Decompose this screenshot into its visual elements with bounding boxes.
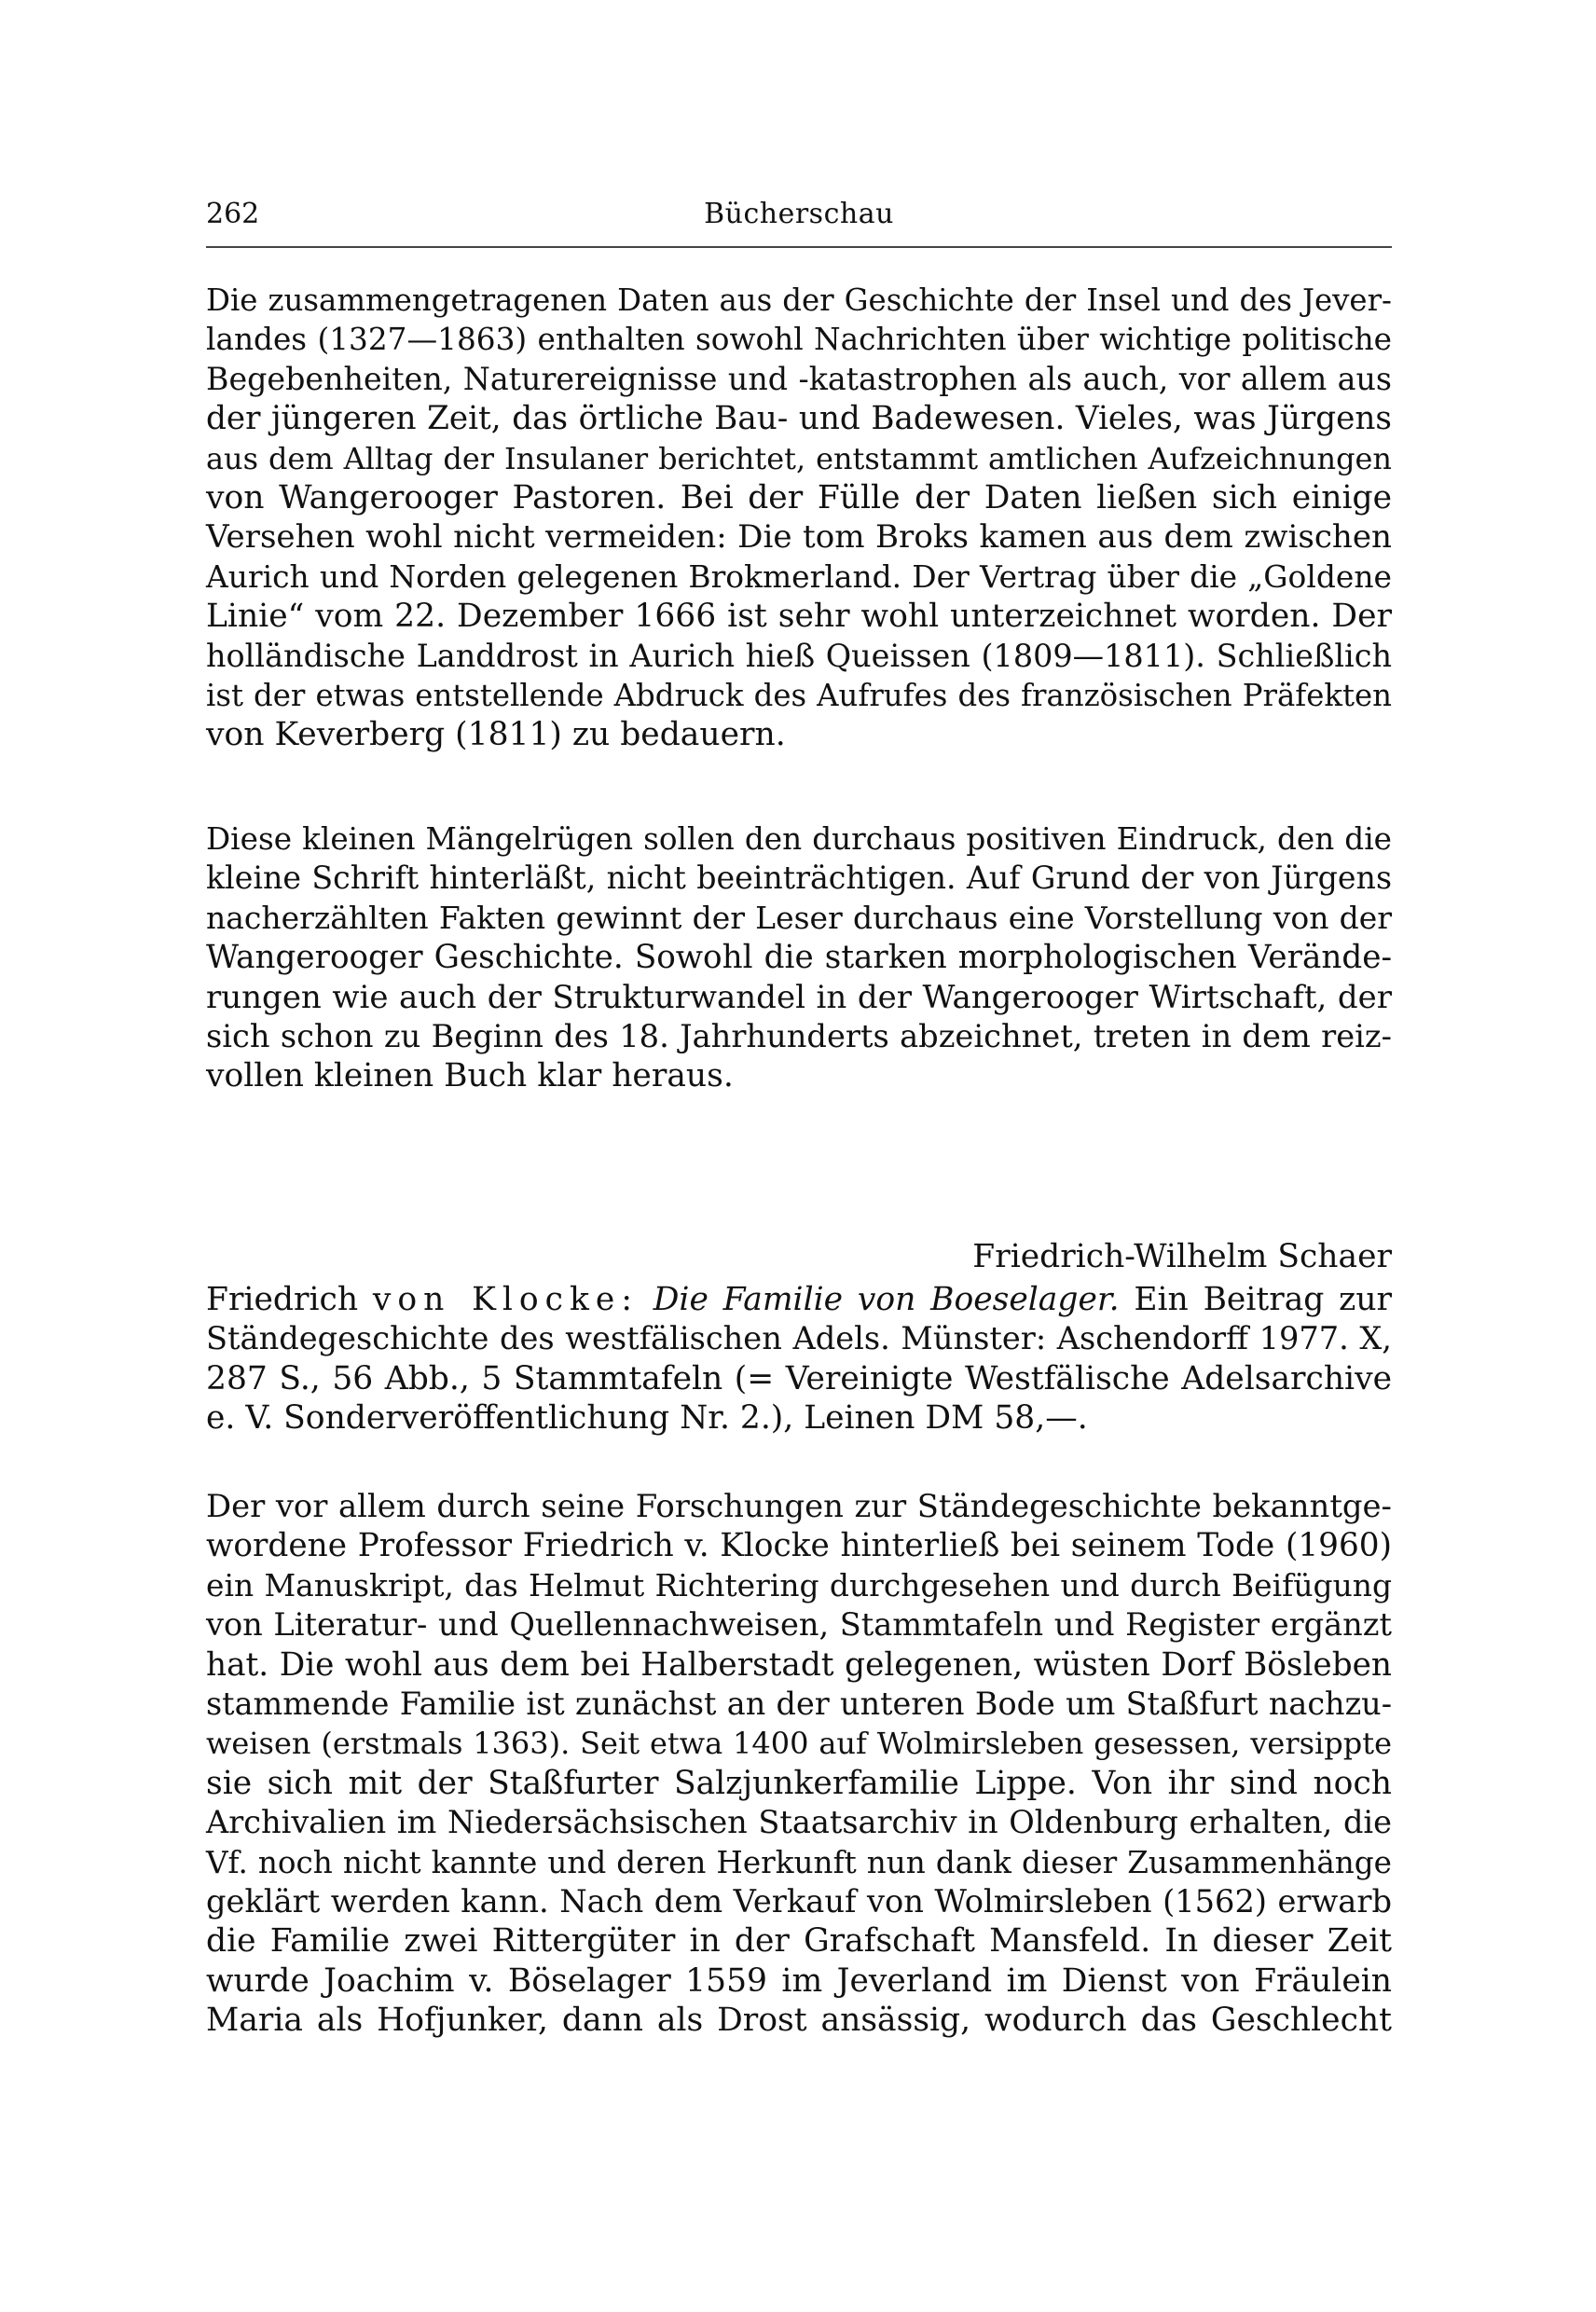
text-line: stammende Familie ist zunächst an der unteren Bode um Staßfurt nachzu- bbox=[206, 1685, 1392, 1722]
text-line: 287 S., 56 Abb., 5 Stammtafeln (= Vereinigte Westfälische Adelsarchive bbox=[206, 1359, 1392, 1397]
text-line: der jüngeren Zeit, das örtliche Bau- und Badewesen. Vieles, was Jürgens bbox=[206, 400, 1392, 438]
text-line: Diese kleinen Mängelrügen sollen den durchaus positiven Eindruck, den die bbox=[206, 821, 1392, 857]
reviewer-signature: Friedrich-Wilhelm Schaer bbox=[972, 1238, 1392, 1275]
text-line: die Familie zwei Rittergüter in der Grafschaft Mansfeld. In dieser Zeit bbox=[206, 1922, 1392, 1961]
text-line: sich schon zu Beginn des 18. Jahrhunderts abzeichnet, treten in dem reiz- bbox=[206, 1017, 1392, 1054]
text-line: Wangerooger Geschichte. Sowohl die starken morphologischen Verände- bbox=[206, 939, 1392, 977]
text-line: Maria als Hofjunker, dann als Drost ansässig, wodurch das Geschlecht bbox=[206, 2002, 1392, 2040]
text-line: vollen kleinen Buch klar heraus. bbox=[206, 1057, 734, 1095]
text-line: weisen (erstmals 1363). Seit etwa 1400 auf Wolmirsleben gesessen, versippte bbox=[206, 1726, 1392, 1762]
text-line: aus dem Alltag der Insulaner berichtet, entstammt amtlichen Aufzeichnungen bbox=[206, 440, 1392, 476]
text-line: geklärt werden kann. Nach dem Verkauf von Wolmirsleben (1562) erwarb bbox=[206, 1882, 1392, 1920]
citation-author-first: Friedrich bbox=[206, 1281, 359, 1318]
citation-author-last: von Klocke: bbox=[372, 1281, 639, 1318]
text-line: kleine Schrift hinterläßt, nicht beeinträchtigen. Auf Grund der von Jürgens bbox=[206, 860, 1392, 897]
text-line: sie sich mit der Staßfurter Salzjunkerfamilie Lippe. Von ihr sind noch bbox=[206, 1764, 1392, 1802]
text-line: Ständegeschichte des westfälischen Adels. Münster: Aschendorff 1977. X, bbox=[206, 1320, 1392, 1357]
review-paragraph-3 bbox=[206, 1487, 1392, 2040]
text-line: ist der etwas entstellende Abdruck des Aufrufes des französischen Präfekten bbox=[206, 677, 1392, 713]
review-paragraph-1 bbox=[206, 281, 1392, 755]
page-header bbox=[206, 196, 1392, 233]
text-line: Die zusammengetragenen Daten aus der Geschichte der Insel und des Jever- bbox=[206, 282, 1392, 318]
text-line: Versehen wohl nicht vermeiden: Die tom Broks kamen aus dem zwischen bbox=[206, 518, 1392, 557]
text-line: wordene Professor Friedrich v. Klocke hinterließ bei seinem Tode (1960) bbox=[206, 1527, 1392, 1565]
text-line: landes (1327—1863) enthalten sowohl Nachrichten über wichtige politische bbox=[206, 322, 1392, 358]
page-number: 262 bbox=[206, 198, 260, 230]
text-line: Begebenheiten, Naturereignisse und -katastrophen als auch, vor allem aus bbox=[206, 360, 1392, 397]
header-rule bbox=[206, 246, 1392, 248]
text-line: Der vor allem durch seine Forschungen zur Ständegeschichte bekanntge- bbox=[206, 1488, 1392, 1524]
text-line: nacherzählten Fakten gewinnt der Leser durchaus eine Vorstellung von der bbox=[206, 899, 1392, 936]
text-line: holländische Landdrost in Aurich hieß Queissen (1809—1811). Schließlich bbox=[206, 637, 1392, 674]
text-line: Vf. noch nicht kannte und deren Herkunft nun dank dieser Zusammenhänge bbox=[206, 1844, 1392, 1880]
text-line: wurde Joachim v. Böselager 1559 im Jeverland im Dienst von Fräulein bbox=[206, 1961, 1392, 2000]
text-line: von Literatur- und Quellennachweisen, Stammtafeln und Register ergänzt bbox=[206, 1606, 1392, 1644]
review-paragraph-2 bbox=[206, 819, 1392, 1096]
book-citation bbox=[206, 1280, 1392, 1438]
citation-title: Die Familie von Boeselager. bbox=[653, 1281, 1120, 1318]
text-line: e. V. Sonderveröffentlichung Nr. 2.), Leinen DM 58,—. bbox=[206, 1399, 1088, 1438]
text-line: hat. Die wohl aus dem bei Halberstadt gelegenen, wüsten Dorf Bösleben bbox=[206, 1645, 1392, 1684]
text-line: Archivalien im Niedersächsischen Staatsarchiv in Oldenburg erhalten, die bbox=[206, 1804, 1392, 1841]
text-line: von Keverberg (1811) zu bedauern. bbox=[206, 716, 786, 754]
text-line: Linie“ vom 22. Dezember 1666 ist sehr wohl unterzeichnet worden. Der bbox=[206, 598, 1392, 636]
citation-line-1 bbox=[206, 1280, 1392, 1319]
running-head: Bücherschau bbox=[704, 198, 894, 230]
text-line: rungen wie auch der Strukturwandel in der Wangerooger Wirtschaft, der bbox=[206, 978, 1392, 1016]
text-line: Aurich und Norden gelegenen Brokmerland. Der Vertrag über die „Goldene bbox=[206, 557, 1392, 595]
citation-subtitle-start: Ein Beitrag zur bbox=[1134, 1281, 1393, 1318]
text-line: ein Manuskript, das Helmut Richtering durchgesehen und durch Beifügung bbox=[206, 1566, 1392, 1603]
text-line: von Wangerooger Pastoren. Bei der Fülle der Daten ließen sich einige bbox=[206, 478, 1392, 516]
